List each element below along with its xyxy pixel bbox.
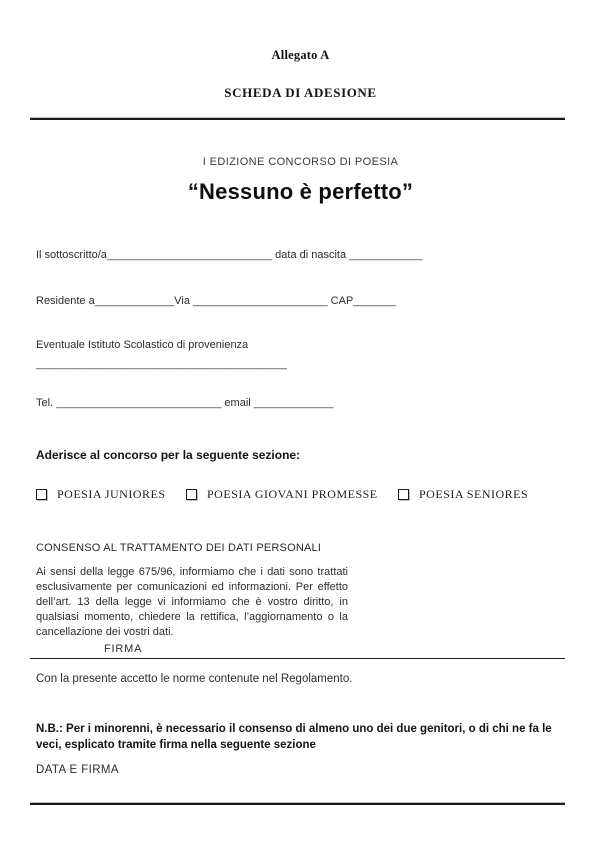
subscriber-line [36,248,565,262]
date-signature-line[interactable] [30,802,565,805]
date-signature-label: DATA E FIRMA [36,764,119,776]
checkbox-icon[interactable] [36,489,47,500]
contest-title: “Nessuno è perfetto” [187,179,414,204]
residence-line [36,294,565,308]
subscriber-field[interactable]: ___________________________ [106,249,273,261]
privacy-heading: CONSENSO AL TRATTAMENTO DEI DATI PERSONALI [36,542,322,554]
cap-label: CAP [327,295,354,307]
tel-label: Tel. [36,397,57,409]
signature-label: FIRMA [104,643,143,655]
annex-label: Allegato A [271,48,330,62]
contest-edition-line: I EDIZIONE CONCORSO DI POESIA [202,156,399,168]
privacy-body: Ai sensi della legge 675/96, informiamo che i dati sono trattati esclusivamente per comunicazioni ed informazioni. Per effetto dell’art. 13 della legge vi informiamo che è vostro diritto, in qualsiasi momento, chiedere la rettifica, l’aggiornamento o la cancellazione dei vostri dati. [36,566,348,638]
option-label: POESIA JUNIORES [57,487,166,501]
email-label: email [221,397,254,409]
resident-city-field[interactable]: _____________ [94,295,175,307]
birthdate-field[interactable]: ____________ [349,249,423,261]
street-label: Via [174,295,194,307]
tel-field[interactable]: ___________________________ [56,397,222,409]
checkbox-icon[interactable] [186,489,197,500]
acceptance-text: Con la presente accetto le norme contenute nel Regolamento. [36,673,353,685]
option-poesia-seniores[interactable] [398,487,528,501]
option-poesia-giovani-promesse[interactable] [186,487,378,501]
contact-line [36,396,565,410]
street-field[interactable]: ______________________ [193,295,328,307]
birthdate-label: data di nascita [272,249,350,261]
category-options-row [36,487,565,503]
school-field[interactable]: _________________________________________ [36,358,287,370]
minors-note: N.B.: Per i minorenni, è necessario il consenso di almeno uno dei due genitori, o di chi ne fa le veci, esplicato tramite firma nella seguente sezione [36,723,552,751]
section-heading: Aderisce al concorso per la seguente sezione: [36,448,301,462]
option-label: POESIA GIOVANI PROMESSE [207,487,378,501]
school-field-line [36,357,565,371]
option-poesia-juniores[interactable] [36,487,166,501]
email-field[interactable]: _____________ [253,397,334,409]
subscriber-label: Il sottoscritto/a [36,249,107,261]
cap-field[interactable]: _______ [353,295,397,307]
checkbox-icon[interactable] [398,489,409,500]
page-title: SCHEDA DI ADESIONE [224,85,377,100]
signature-line[interactable] [30,658,565,659]
header-divider [30,117,565,120]
resident-label: Residente a [36,295,95,307]
option-label: POESIA SENIORES [419,487,529,501]
school-label: Eventuale Istituto Scolastico di provenienza [36,339,249,351]
